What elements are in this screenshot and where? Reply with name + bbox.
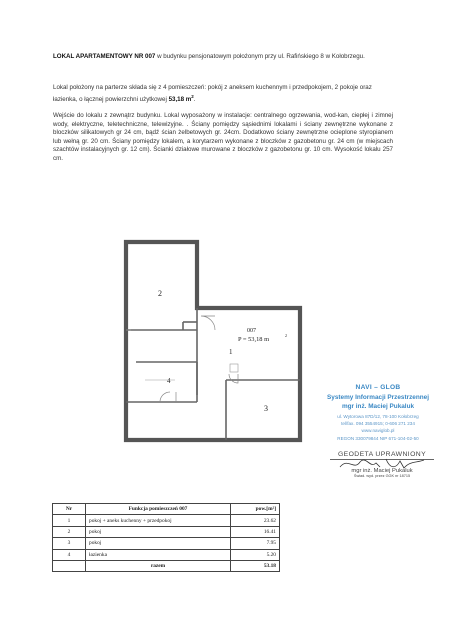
signature-icon <box>330 457 434 471</box>
total-empty <box>53 560 86 571</box>
room-label-2: 2 <box>158 289 162 298</box>
description-paragraph: Wejście do lokalu z zewnątrz budynku. Lokal wyposażony w instalacje: centralnego ogrzewania, wod-kan, ciepłej i zimnej wody, elektryczne, teletechniczne, telewizyjne. . Ściany pomiędzy sąsiednimi lokalami i ściany zewnętrzne wykonane z bloczków silikatowych gr 24 cm, bądź ścian żelbetowych gr. 24cm. Dodatkowo ściany zewnętrzne ocieplone styropianem lub wełną gr. 20 cm. Ściany pomiędzy lokalem, a korytarzem wykonane z bloczków z gazobetonu gr. 24 cm (w miejscach szachtów instalacyjnych gr. 12 cm). Ścianki działowe murowane z bloczków z gazobetonu gr. 10 cm. Wysokość lokalu 257 cm. <box>53 112 393 162</box>
table-row <box>53 549 280 560</box>
header-area: pow.[m²] <box>231 504 280 515</box>
table-header-row <box>53 504 280 515</box>
total-area: 53,18 $m^2$ <box>168 93 194 103</box>
unit-number: 007 <box>247 328 256 334</box>
row-area: 7.95 <box>231 538 280 549</box>
company-address: ul. Wytorowa 87D/12, 78-100 Kołobrzeg <box>337 414 419 419</box>
summary-text: Lokal położony na parterze składa się z 4 pomieszczeń: pokój z aneksem kuchennym i przedpokojem, 2 pokoje oraz łazienka, o łącznej powierzchni użytkowej <box>53 84 372 103</box>
table-row <box>53 526 280 537</box>
company-web: www.naviglob.pl <box>361 428 395 434</box>
table-row <box>53 538 280 549</box>
total-value: 53.18 <box>231 560 280 571</box>
unit-area-sup: 2 <box>285 333 287 338</box>
row-nr: 1 <box>53 515 86 526</box>
row-name: pokoj + aneks kuchenny + przedpokoj <box>86 515 231 526</box>
company-subtitle: Systemy Informacji Przestrzennej <box>327 394 429 401</box>
unit-area: P = 53,18 m <box>238 336 270 343</box>
row-area: 23.62 <box>231 515 280 526</box>
door-arc-1 <box>201 316 215 330</box>
surveyor-certification <box>330 451 434 478</box>
shaft <box>230 364 238 372</box>
row-name: łazienka <box>86 549 231 560</box>
door-arc-3 <box>160 392 170 402</box>
row-nr: 2 <box>53 526 86 537</box>
header-nr: Nr <box>53 504 86 515</box>
company-owner: mgr inż. Maciej Pukaluk <box>341 403 415 410</box>
company-phone: tel/fax. 094 3554915; 0-606 271 234 <box>341 421 415 427</box>
company-stamp <box>318 384 438 442</box>
row-name: pokoj <box>86 526 231 537</box>
row-nr: 4 <box>53 549 86 560</box>
room-label-4: 4 <box>167 377 171 385</box>
table-total-row <box>53 560 280 571</box>
certification-licence: Świad. wyd. przez GGK nr 18715 <box>353 474 411 478</box>
certification-title: GEODETA UPRAWNIONY <box>330 451 434 460</box>
rooms-table <box>52 503 280 572</box>
row-name: pokoj <box>86 538 231 549</box>
total-label: razem <box>86 560 231 571</box>
unit-title: LOKAL APARTAMENTOWY NR 007 <box>53 53 156 60</box>
outer-wall <box>126 242 300 440</box>
room-label-3: 3 <box>264 404 268 413</box>
row-area: 5.20 <box>231 549 280 560</box>
summary-paragraph: Lokal położony na parterze składa się z 4 pomieszczeń: pokój z aneksem kuchennym i przedpokojem, 2 pokoje oraz łazienka, o łącznej powierzchni użytkowej 53,18 $m^2$. <box>53 84 372 103</box>
table-row <box>53 515 280 526</box>
unit-location: w budynku pensjonatowym położonym przy ul. Rafińskiego 8 w Kołobrzegu. <box>155 53 365 60</box>
room-label-1: 1 <box>229 348 233 356</box>
company-ids: REGON 330079844 NIP 671-104-02-50 <box>337 435 419 441</box>
row-nr: 3 <box>53 538 86 549</box>
door-arc-2 <box>229 374 238 383</box>
certification-name: mgr inż. Maciej Pukaluk <box>351 468 413 474</box>
row-area: 16.41 <box>231 526 280 537</box>
header-function: Funkcja pomieszczeń 007 <box>86 504 231 515</box>
company-name: NAVI – GLOB <box>355 384 401 391</box>
